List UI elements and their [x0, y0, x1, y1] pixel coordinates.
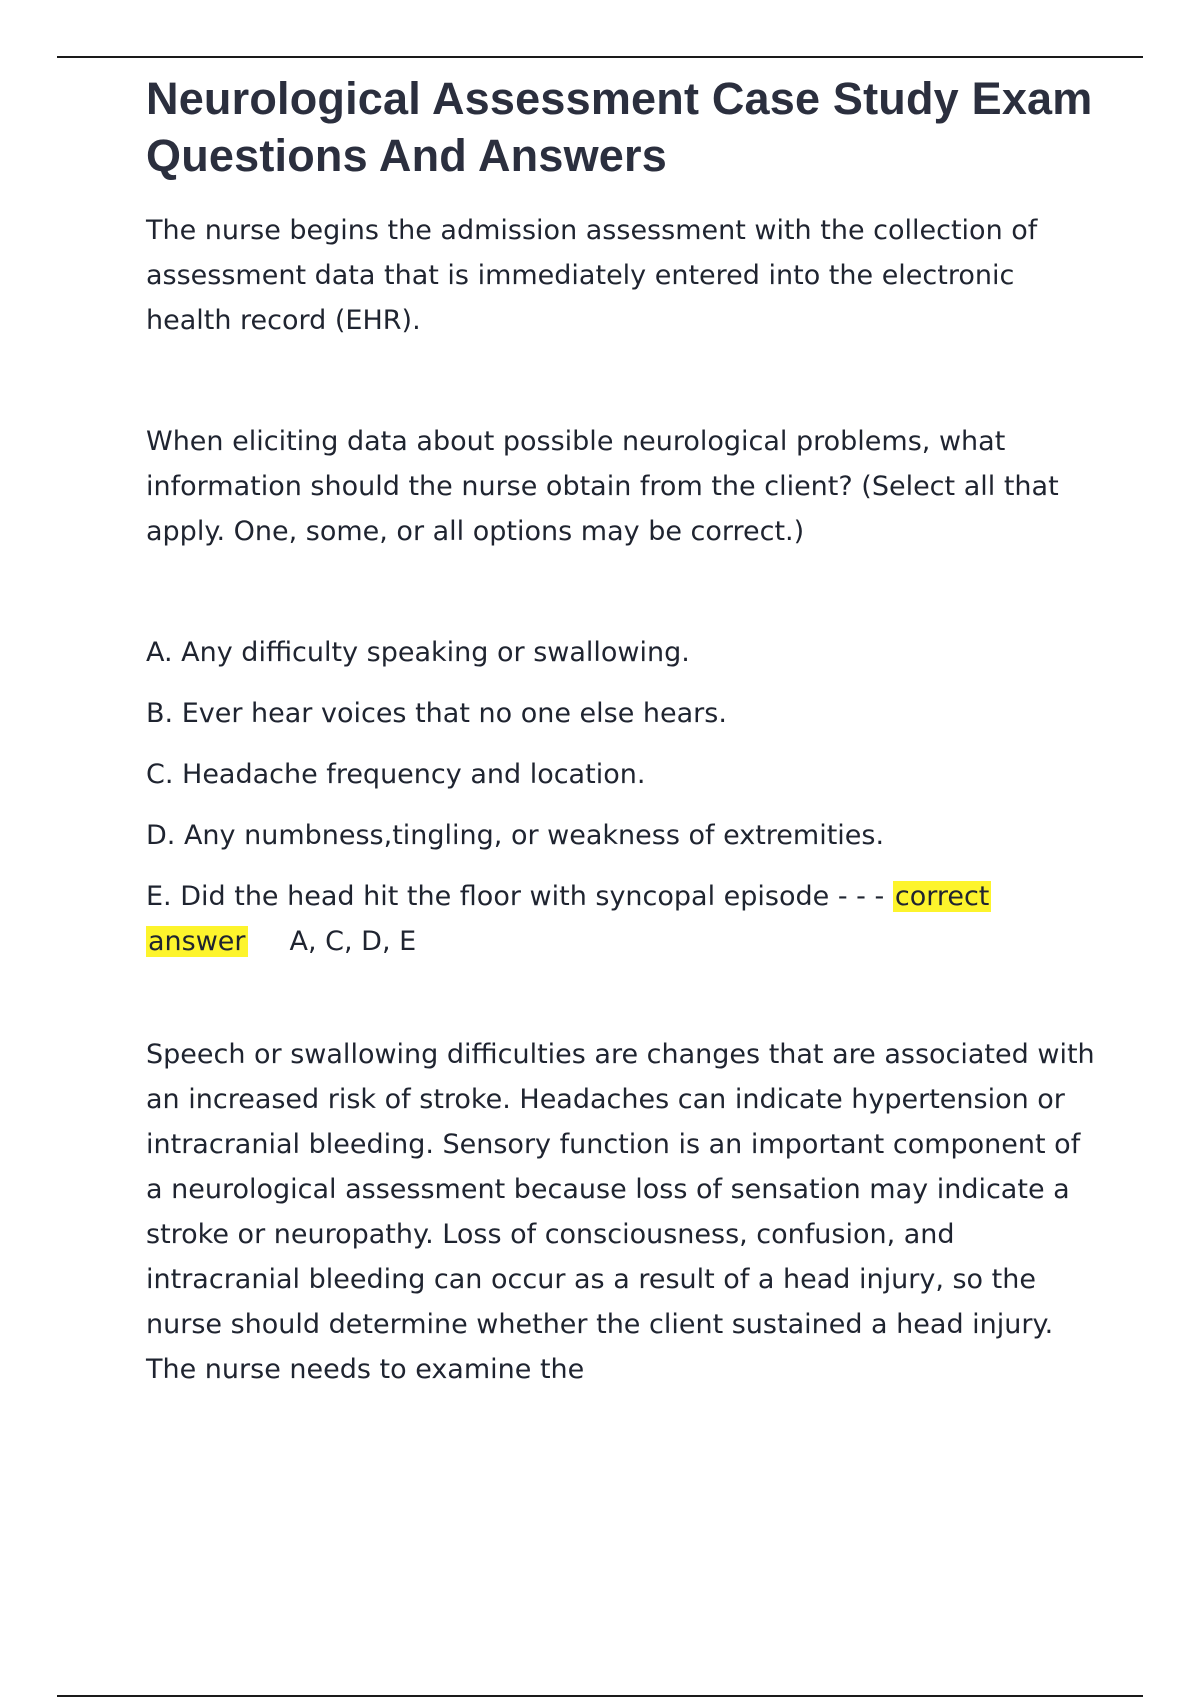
top-divider: [57, 56, 1143, 58]
correct-answer-label-part1: correct: [894, 881, 990, 912]
option-d: D. Any numbness,tingling, or weakness of extremities.: [146, 820, 885, 851]
page-title: Neurological Assessment Case Study Exam Questions And Answers: [146, 73, 1093, 181]
correct-answer-value: A, C, D, E: [289, 926, 417, 957]
option-e-with-answer: [146, 874, 1096, 964]
option-c: C. Headache frequency and location.: [146, 759, 646, 790]
question-paragraph: When eliciting data about possible neurological problems, what information should the nurse obtain from the client? (Select all that apply. One, some, or all options may be correct.): [146, 426, 1059, 547]
option-a: A. Any difficulty speaking or swallowing.: [146, 637, 690, 668]
bottom-divider: [57, 1695, 1143, 1697]
correct-answer-label-part2: answer: [148, 926, 246, 957]
document-page: [146, 70, 1096, 1392]
answer-options-list: [146, 630, 1096, 964]
option-e: E. Did the head hit the floor with syncopal episode - - -: [146, 881, 885, 912]
rationale-paragraph: Speech or swallowing difficulties are changes that are associated with an increased risk of stroke. Headaches can indicate hypertension or intracranial bleeding. Sensory function is an important component of a neurological assessment because loss of sensation may indicate a stroke or neuropathy. Loss of consciousness, confusion, and intracranial bleeding can occur as a result of a head injury, so the nurse should determine whether the client sustained a head injury. The nurse needs to examine the: [146, 1039, 1095, 1385]
option-b: B. Ever hear voices that no one else hears.: [146, 698, 727, 729]
intro-paragraph: The nurse begins the admission assessment with the collection of assessment data that is immediately entered into the electronic health record (EHR).: [146, 215, 1038, 336]
